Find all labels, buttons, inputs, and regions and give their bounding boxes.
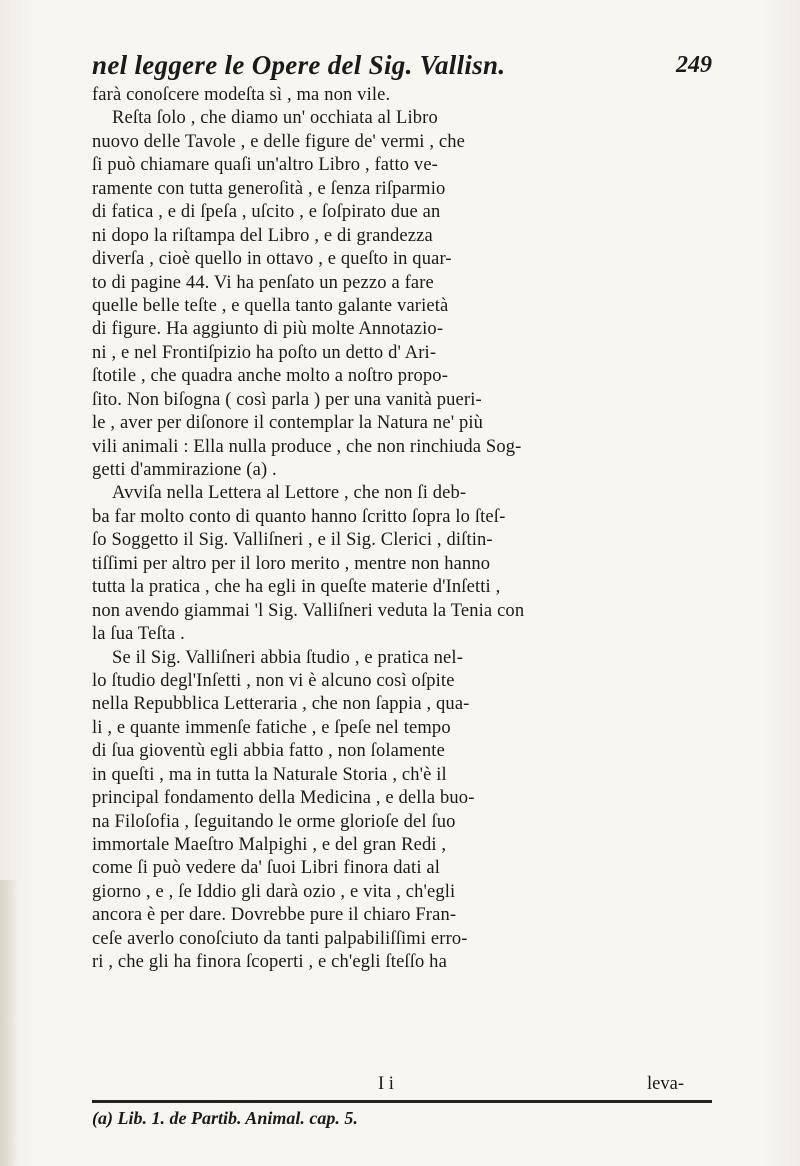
- text-line: di figure. Ha aggiunto di più molte Annotazio-: [92, 319, 444, 340]
- text-line: diverſa , cioè quello in ottavo , e queſto in quar-: [92, 249, 452, 270]
- text-line: come ſi può vedere da' ſuoi Libri finora dati al: [92, 858, 441, 879]
- text-line: ſito. Non biſogna ( così parla ) per una vanità pueri-: [92, 389, 482, 410]
- text-line: getti d'ammirazione (a) .: [92, 460, 277, 480]
- text-line: tutta la pratica , che ha egli in queſte materie d'Inſetti ,: [92, 577, 501, 598]
- text-line: giorno , e , ſe Iddio gli darà ozio , e vita , ch'egli: [92, 881, 456, 902]
- text-line: di ſua gioventù egli abbia fatto , non ſolamente: [92, 741, 445, 762]
- text-line: vili animali : Ella nulla produce , che non rinchiuda Sog-: [92, 436, 522, 457]
- text-line: li , e quante immenſe fatiche , e ſpeſe nel tempo: [92, 717, 451, 738]
- footnote-rule: [92, 1100, 712, 1103]
- footnote: (a) Lib. 1. de Partib. Animal. cap. 5.: [92, 1108, 358, 1128]
- text-line: in queſti , ma in tutta la Naturale Storia , ch'è il: [92, 764, 447, 785]
- text-line: la ſua Teſta .: [92, 624, 185, 645]
- text-line: Se il Sig. Valliſneri abbia ſtudio , e pratica nel-: [112, 647, 464, 668]
- body-text: [92, 84, 712, 975]
- text-line: Reſta ſolo , che diamo un' occhiata al Libro: [112, 108, 438, 129]
- text-line: ancora è per dare. Dovrebbe pure il chiaro Fran-: [92, 905, 457, 926]
- signature-line: [92, 1074, 712, 1098]
- text-line: ba far molto conto di quanto hanno ſcritto ſopra lo ſteſ-: [92, 506, 506, 527]
- text-line: na Filoſofia , ſeguitando le orme glorioſe del ſuo: [92, 811, 456, 832]
- text-line: quelle belle teſte , e quella tanto galante varietà: [92, 295, 449, 316]
- text-line: ceſe averlo conoſciuto da tanti palpabiliſſimi erro-: [92, 928, 468, 949]
- text-line: tiſſimi per altro per il loro merito , mentre non hanno: [92, 553, 491, 574]
- text-line: nella Repubblica Letteraria , che non ſappia , qua-: [92, 694, 470, 715]
- text-line: ſi può chiamare quaſi un'altro Libro , fatto ve-: [92, 155, 438, 176]
- text-line: ni dopo la riſtampa del Libro , e di grandezza: [92, 225, 433, 246]
- text-line: di fatica , e di ſpeſa , uſcito , e ſoſpirato due an: [92, 202, 441, 223]
- text-line: nuovo delle Tavole , e delle figure de' vermi , che: [92, 131, 466, 152]
- text-line: immortale Maeſtro Malpighi , e del gran Redi ,: [92, 835, 447, 855]
- catchword: leva-: [647, 1074, 684, 1094]
- text-line: lo ſtudio degl'Inſetti , non vi è alcuno così oſpite: [92, 670, 455, 691]
- text-line: ſtotile , che quadra anche molto a noſtro propo-: [92, 366, 449, 387]
- gathering-signature: I i: [378, 1074, 394, 1094]
- text-line: ſo Soggetto il Sig. Valliſneri , e il Sig. Clerici , diſtin-: [92, 530, 493, 551]
- text-line: farà conoſcere modeſta sì , ma non vile.: [92, 85, 391, 105]
- text-line: principal fondamento della Medicina , e della buo-: [92, 788, 475, 809]
- running-head: nel leggere le Opere del Sig. Vallisn.: [92, 50, 506, 80]
- page-shadow: [0, 880, 18, 1166]
- text-line: ni , e nel Frontiſpizio ha poſto un detto d' Ari-: [92, 342, 437, 363]
- text-line: le , aver per diſonore il contemplar la Natura ne' più: [92, 413, 484, 434]
- text-line: ri , che gli ha finora ſcoperti , e ch'egli ſteſſo ha: [92, 952, 447, 973]
- text-line: ramente con tutta generoſità , e ſenza riſparmio: [92, 178, 446, 199]
- text-line: Avviſa nella Lettera al Lettore , che non ſi deb-: [112, 483, 467, 504]
- text-line: non avendo giammai 'l Sig. Valliſneri veduta la Tenia con: [92, 600, 525, 621]
- page-number: 249: [676, 52, 712, 78]
- text-line: to di pagine 44. Vi ha penſato un pezzo a fare: [92, 272, 434, 293]
